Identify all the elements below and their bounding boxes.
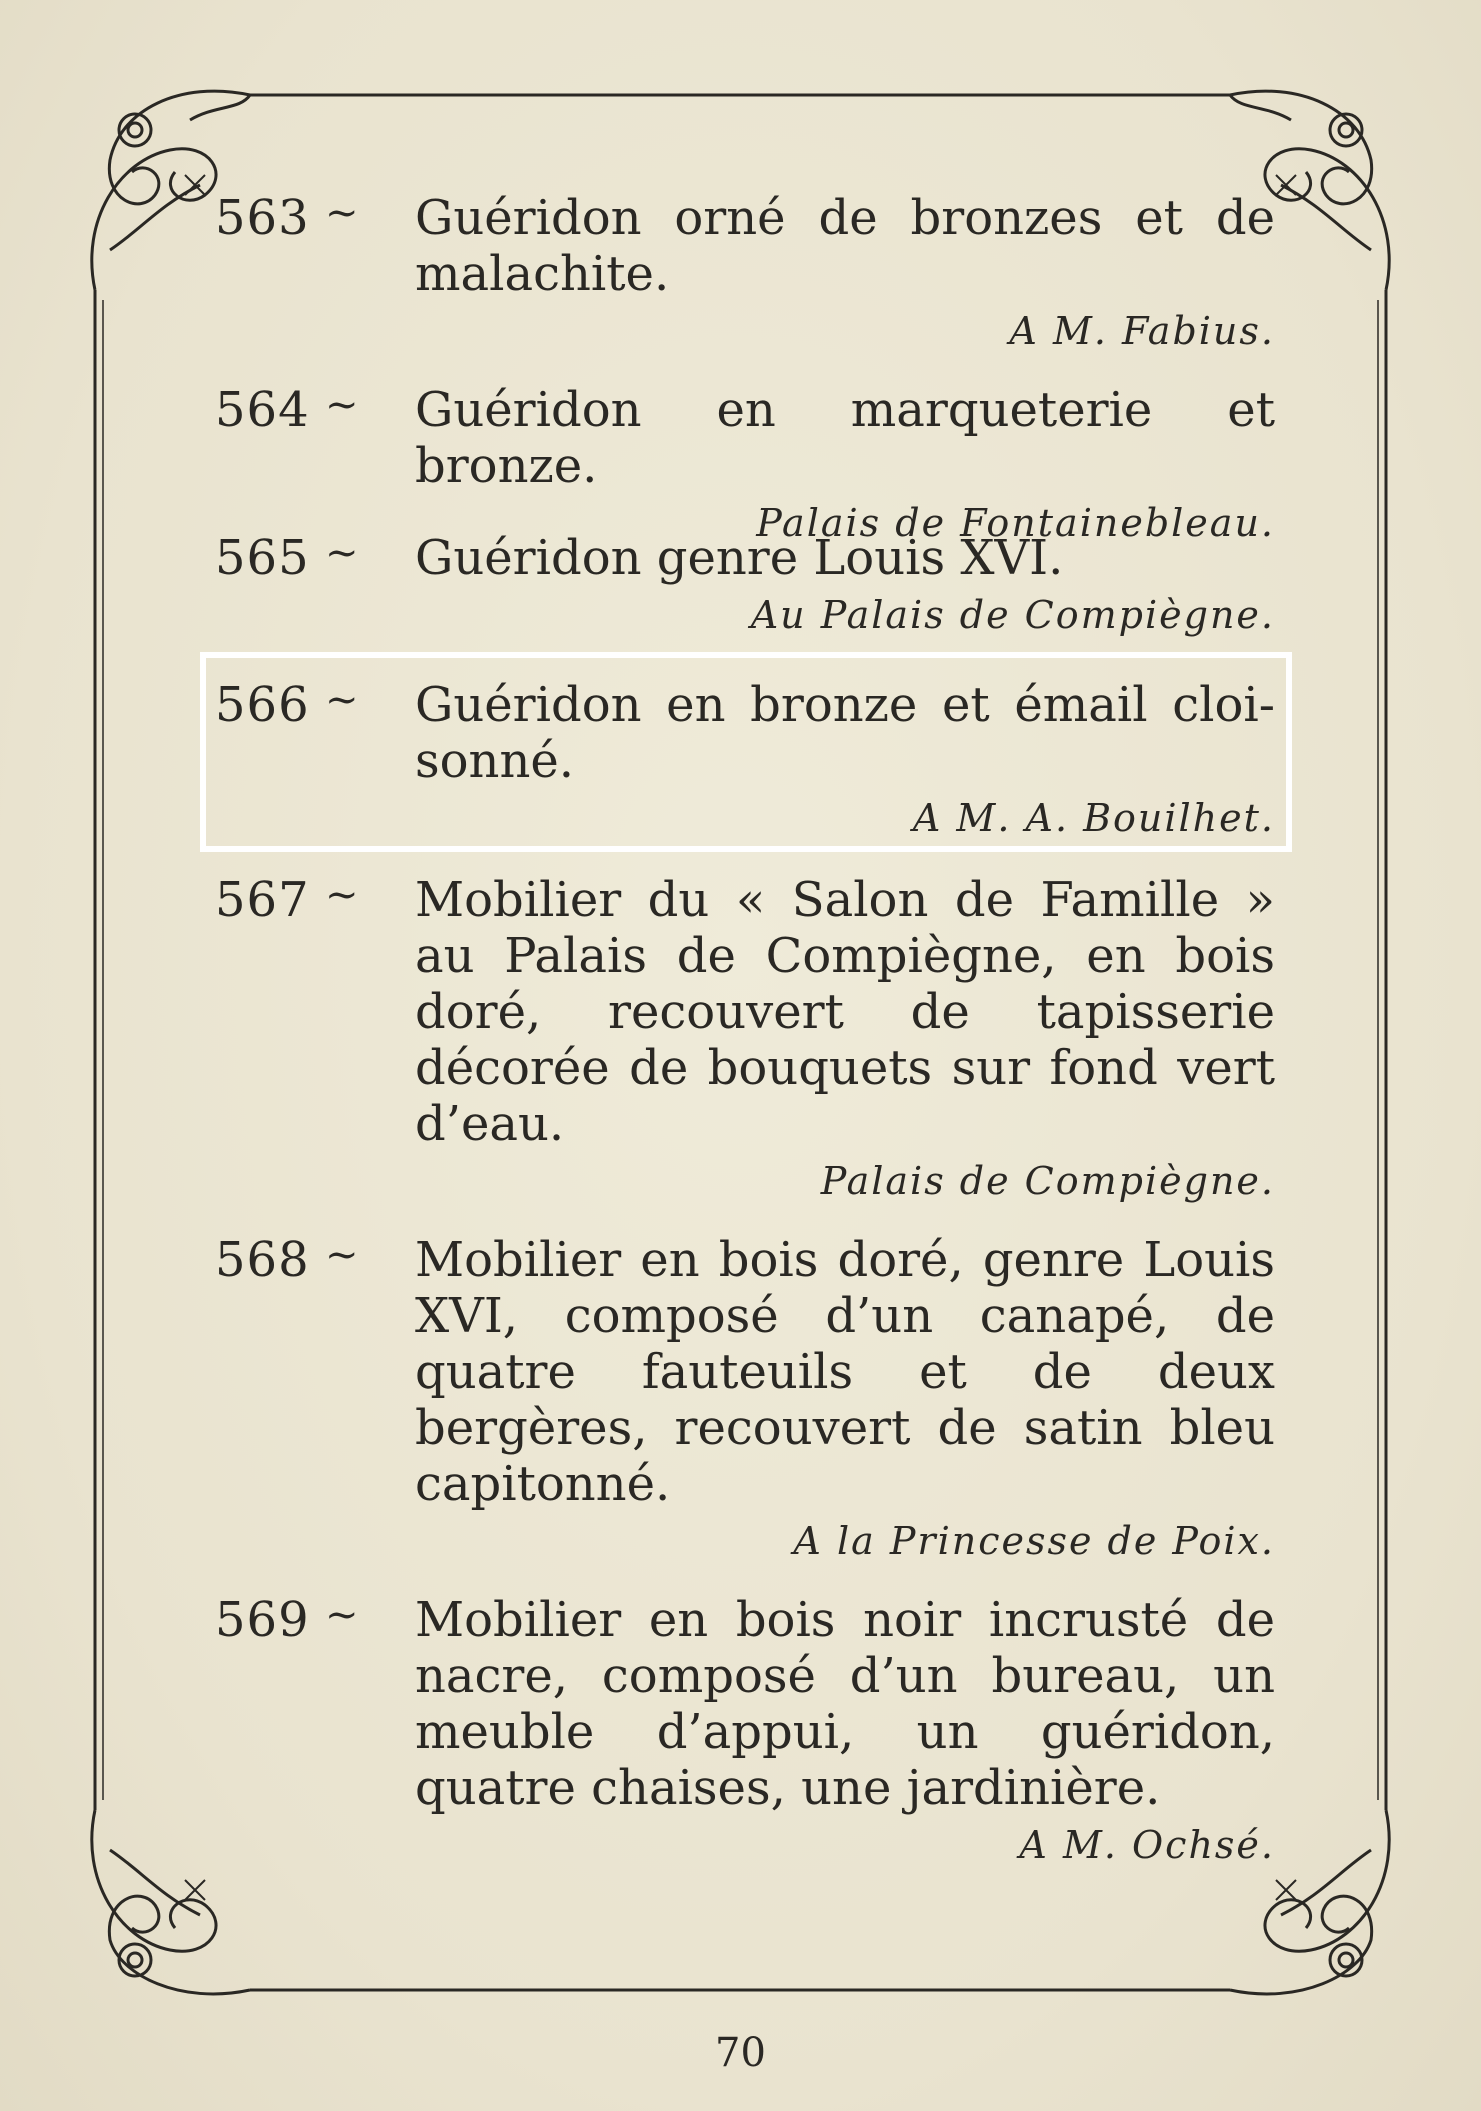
entry-description: Guéridon en marqueterie et bronze.	[415, 382, 1275, 494]
entry-number: 563	[215, 190, 310, 246]
entry-number: 569	[215, 1592, 310, 1648]
entry-563	[215, 190, 1275, 356]
entry-separator: ~	[325, 677, 359, 723]
entry-description: Mobilier du « Salon de Famille » au Palais de Compiègne, en bois doré, recouvert de tapisserie décorée de bouquets sur fond vert d’eau.	[415, 872, 1275, 1152]
entry-564	[215, 382, 1275, 548]
selection-highlight-box	[200, 652, 1292, 852]
entry-separator: ~	[325, 1232, 359, 1278]
entry-number: 566	[215, 677, 310, 733]
entry-565	[215, 530, 1275, 640]
entry-description: Guéridon genre Louis XVI.	[415, 530, 1064, 586]
entry-separator: ~	[325, 530, 359, 576]
entry-separator: ~	[325, 1592, 359, 1638]
entry-description: Guéridon orné de bronzes et de malachite.	[415, 190, 1275, 302]
entry-attribution: A M. A. Bouilhet.	[912, 796, 1275, 840]
entry-description: Mobilier en bois doré, genre Louis XVI, composé d’un canapé, de quatre fauteuils et de deux bergères, recouvert de satin bleu capitonné.	[415, 1232, 1275, 1512]
entry-separator: ~	[325, 382, 359, 428]
entry-separator: ~	[325, 872, 359, 918]
entry-569	[215, 1592, 1275, 1870]
entry-number: 567	[215, 872, 310, 928]
entry-separator: ~	[325, 190, 359, 236]
entry-attribution: Palais de Compiègne.	[820, 1159, 1275, 1203]
entry-number: 568	[215, 1232, 310, 1288]
entry-attribution: Palais de Fontainebleau.	[756, 501, 1275, 545]
entry-attribution: A M. Ochsé.	[1019, 1823, 1275, 1867]
entry-attribution: A M. Fabius.	[1009, 309, 1275, 353]
entry-attribution: A la Princesse de Poix.	[793, 1519, 1275, 1563]
entry-attribution: Au Palais de Compiègne.	[750, 593, 1275, 637]
page-number: 70	[715, 2030, 766, 2076]
entry-number: 565	[215, 530, 310, 586]
entry-number: 564	[215, 382, 310, 438]
entry-568	[215, 1232, 1275, 1566]
entry-description: Guéridon en bronze et émail cloi-sonné.	[415, 677, 1275, 789]
entry-567	[215, 872, 1275, 1206]
entry-description: Mobilier en bois noir incrusté de nacre, composé d’un bureau, un meuble d’appui, un guéridon, quatre chaises, une jardinière.	[415, 1592, 1275, 1816]
